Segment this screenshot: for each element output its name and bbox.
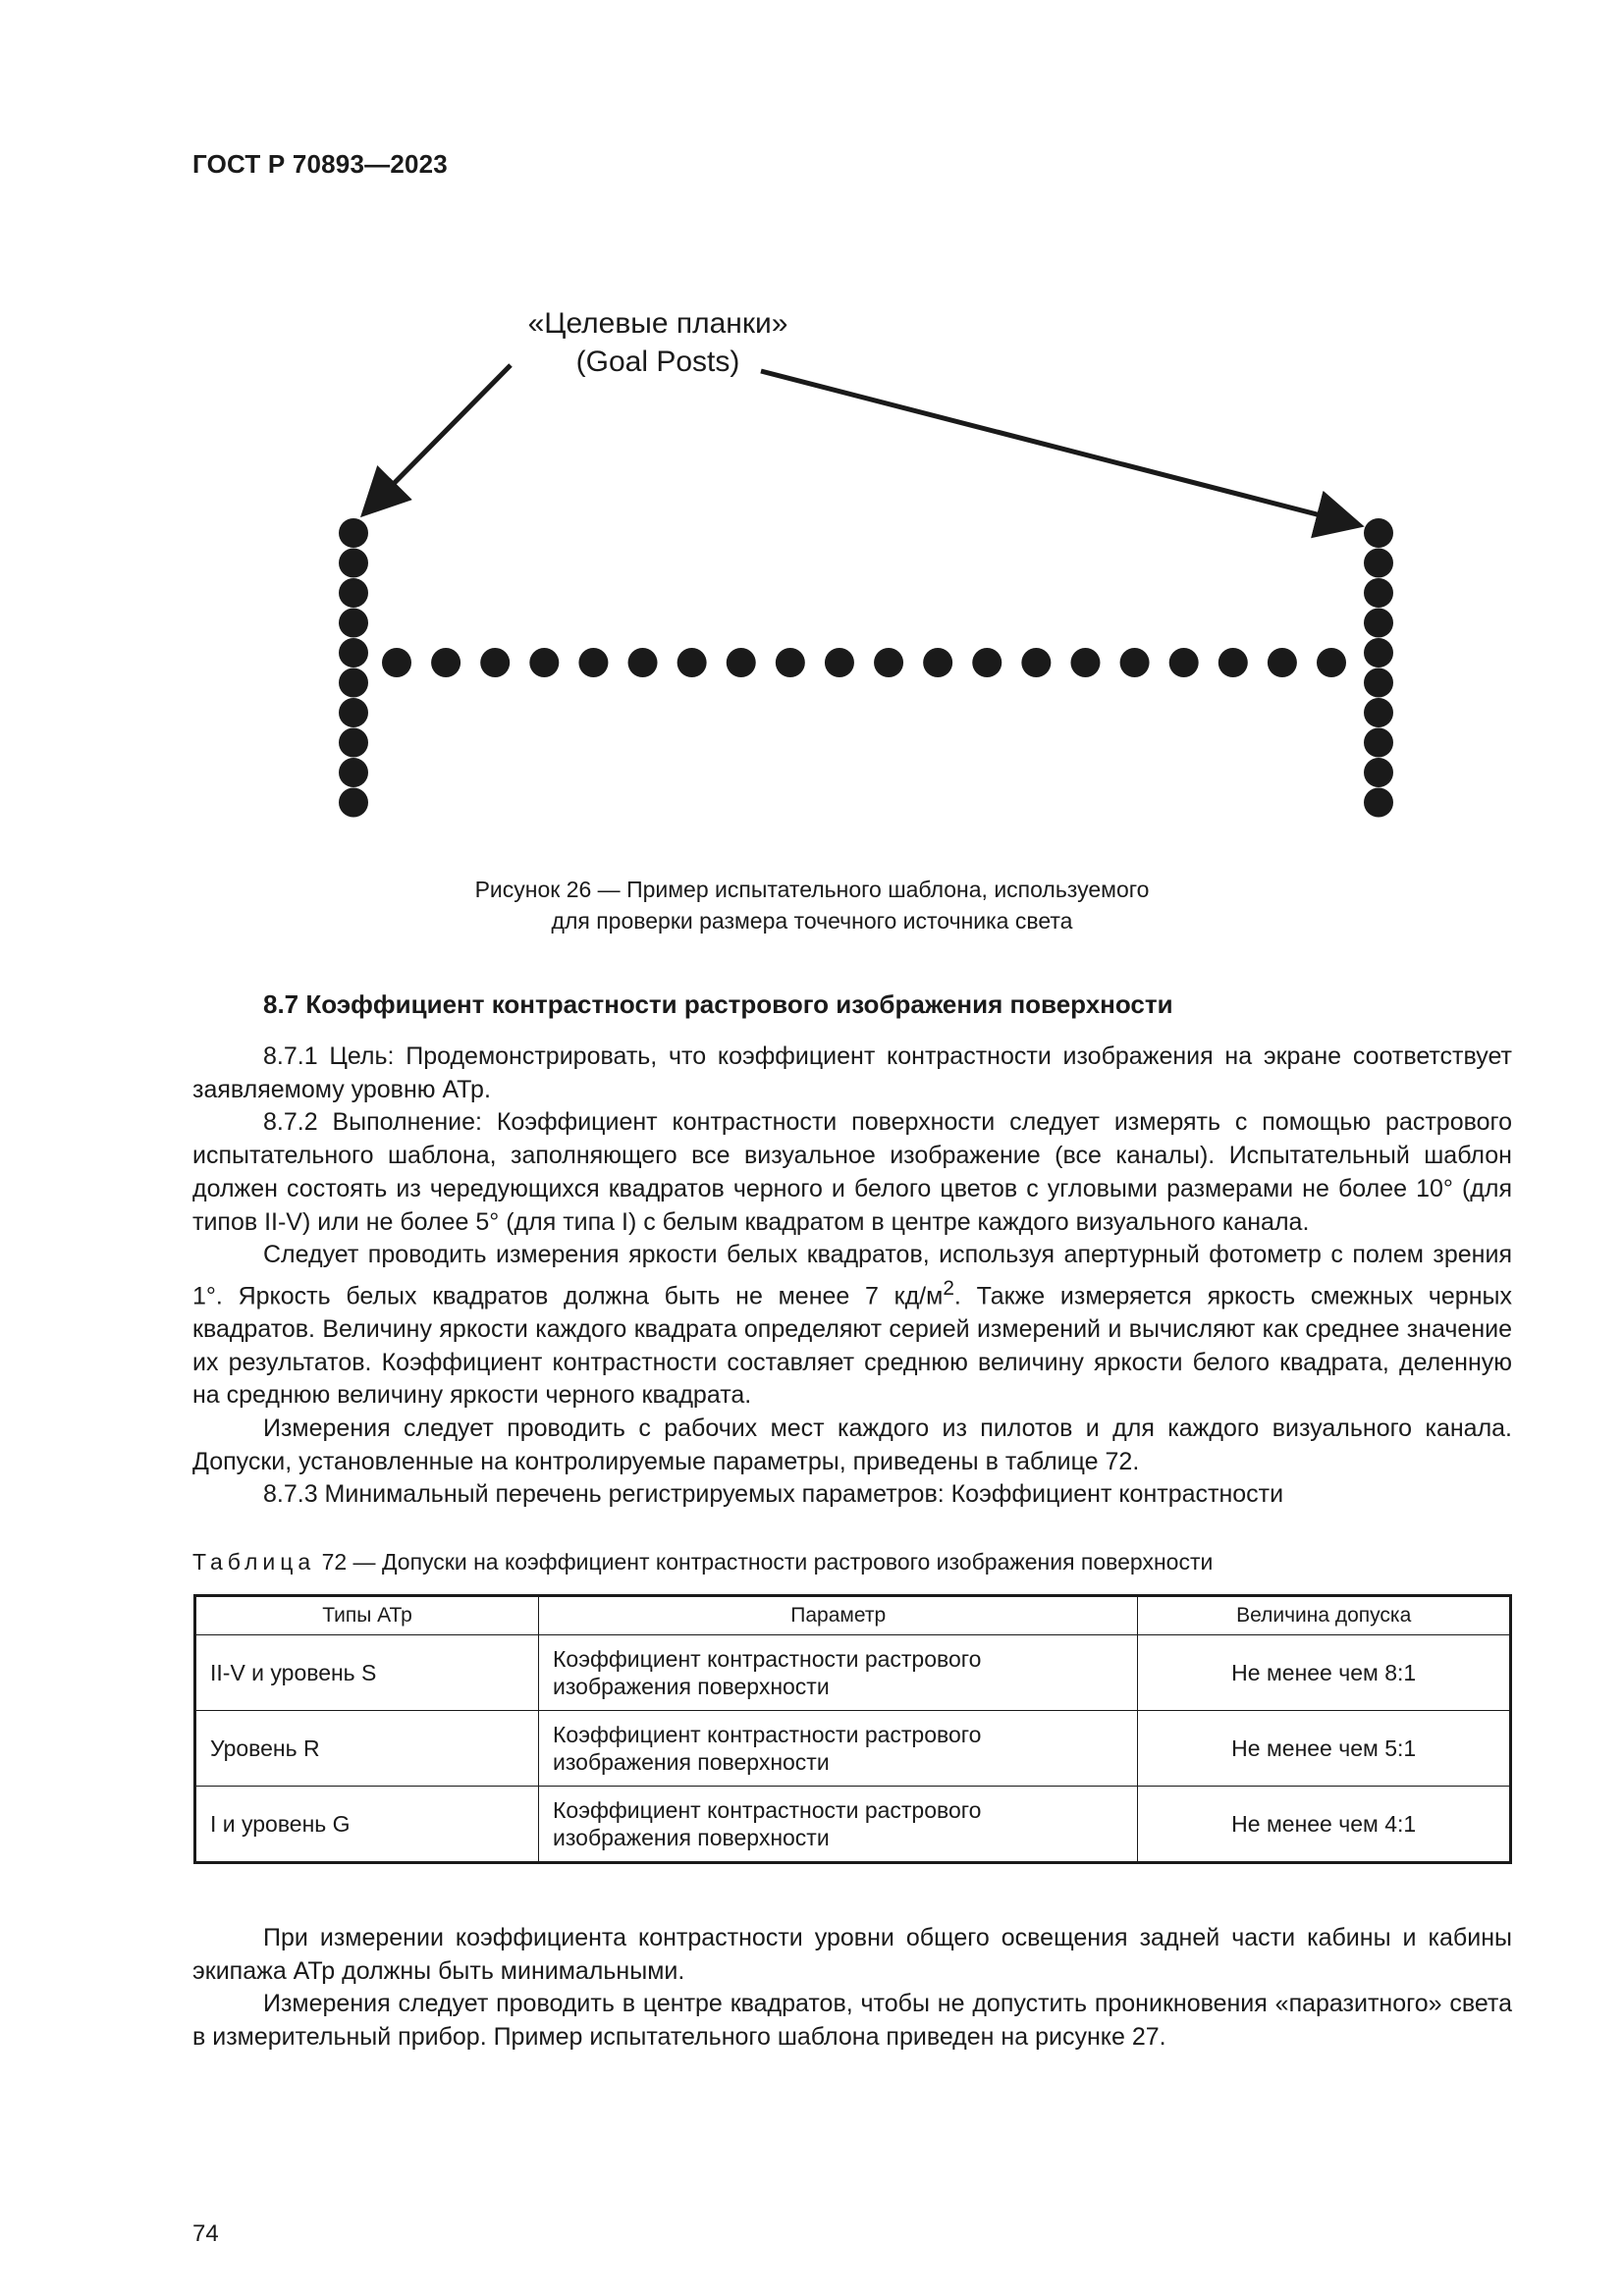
bar-dot xyxy=(874,648,903,677)
table-caption xyxy=(192,1549,1213,1575)
left-post-dot xyxy=(339,728,368,758)
arrow-right xyxy=(761,371,1355,524)
left-post-dot xyxy=(339,638,368,667)
bar-dot xyxy=(923,648,952,677)
table-cell-parameter: Коэффициент контрастности растрового изображения поверхности xyxy=(539,1635,1138,1711)
table-caption-rest: 72 — Допуски на коэффициент контрастности растрового изображения поверхности xyxy=(315,1549,1214,1575)
table-header-row xyxy=(195,1596,1511,1635)
bar-dot xyxy=(1070,648,1100,677)
bar-dot xyxy=(1268,648,1297,677)
figure-label-line1: «Целевые планки» xyxy=(527,307,788,340)
right-post-dot xyxy=(1364,698,1393,727)
page-number: 74 xyxy=(192,2220,219,2247)
bar-dot xyxy=(727,648,756,677)
header-tolerance: Величина допуска xyxy=(1138,1596,1511,1635)
paragraph-brightness xyxy=(192,1239,1512,1413)
document-header: ГОСТ Р 70893—2023 xyxy=(192,149,448,179)
left-post-dot xyxy=(339,609,368,638)
tolerance-table xyxy=(193,1594,1512,1864)
superscript-2: 2 xyxy=(943,1276,954,1300)
header-parameter: Параметр xyxy=(539,1596,1138,1635)
left-post-dot xyxy=(339,698,368,727)
left-post-dot xyxy=(339,758,368,787)
right-post-dot xyxy=(1364,728,1393,758)
right-post-dot xyxy=(1364,668,1393,698)
figure-label-line2: (Goal Posts) xyxy=(575,346,740,378)
arrow-left xyxy=(367,365,511,510)
section-title: 8.7 Коэффициент контрастности растрового изображения поверхности xyxy=(263,989,1173,1019)
table-cell-type: Уровень R xyxy=(195,1711,539,1787)
header-types: Типы АТр xyxy=(195,1596,539,1635)
bar-dot xyxy=(382,648,411,677)
table-cell-tolerance: Не менее чем 5:1 xyxy=(1138,1711,1511,1787)
bar-dot xyxy=(431,648,460,677)
brightness-text-2: . Также измеряется яркость смежных черных квадратов. Величину яркости каждого квадрата определяют серией измерений и вычисляют как среднее значение их результатов. Коэффициент контрастности составляет среднюю величину яркости белого квадрата, деленную на среднюю величину яркости черного квадрата. xyxy=(192,1282,1512,1410)
paragraph-8-7-2: 8.7.2 Выполнение: Коэффициент контрастности поверхности следует измерять с помощью растрового испытательного шаблона, заполняющего все визуальное изображение (все каналы). Испытательный шаблон должен состоять из чередующихся квадратов черного и белого цветов с угловыми размерами не более 10° (для типов II-V) или не более 5° (для типа I) с белым квадратом в центре каждого визуального канала. xyxy=(192,1108,1512,1236)
brightness-text-1: Следует проводить измерения яркости белых квадратов, используя апертурный фотометр с полем зрения 1°. Яркость белых квадратов должна быть не менее 7 кд/м xyxy=(192,1241,1512,1310)
right-post-dot xyxy=(1364,788,1393,818)
bar-dot xyxy=(1317,648,1346,677)
paragraph-8-7-1: 8.7.1 Цель: Продемонстрировать, что коэффициент контрастности изображения на экране соответствует заявляемому уровню АТр. xyxy=(192,1042,1512,1103)
goal-posts-pattern xyxy=(0,0,1624,883)
paragraph-8-7-3: 8.7.3 Минимальный перечень регистрируемых параметров: Коэффициент контрастности xyxy=(263,1480,1284,1509)
right-post-dot xyxy=(1364,609,1393,638)
table-cell-tolerance: Не менее чем 4:1 xyxy=(1138,1787,1511,1863)
left-post-dot xyxy=(339,788,368,818)
table-caption-word: Таблица xyxy=(192,1549,316,1575)
bar-dot xyxy=(972,648,1001,677)
right-post-dot xyxy=(1364,638,1393,667)
table-row xyxy=(195,1635,1511,1711)
dots-group xyxy=(339,518,1393,818)
bar-dot xyxy=(1218,648,1248,677)
paragraph-lighting: При измерении коэффициента контрастности уровни общего освещения задней части кабины и кабины экипажа АТр должны быть минимальными. xyxy=(192,1924,1512,1985)
bar-dot xyxy=(480,648,510,677)
bar-dot xyxy=(1169,648,1199,677)
right-post-dot xyxy=(1364,549,1393,578)
closing-text xyxy=(192,1922,1512,2055)
table-cell-parameter: Коэффициент контрастности растрового изображения поверхности xyxy=(539,1711,1138,1787)
bar-dot xyxy=(628,648,658,677)
right-post-dot xyxy=(1364,758,1393,787)
figure-caption xyxy=(393,874,1231,936)
left-post-dot xyxy=(339,549,368,578)
left-post-dot xyxy=(339,578,368,608)
right-post-dot xyxy=(1364,578,1393,608)
left-post-dot xyxy=(339,668,368,698)
table-cell-type: I и уровень G xyxy=(195,1787,539,1863)
bar-dot xyxy=(1021,648,1051,677)
table-row xyxy=(195,1711,1511,1787)
bar-dot xyxy=(578,648,608,677)
table-cell-tolerance: Не менее чем 8:1 xyxy=(1138,1635,1511,1711)
table-cell-type: II-V и уровень S xyxy=(195,1635,539,1711)
bar-dot xyxy=(529,648,559,677)
paragraph-center-measure: Измерения следует проводить в центре квадратов, чтобы не допустить проникновения «паразитного» света в измерительный прибор. Пример испытательного шаблона приведен на рисунке 27. xyxy=(192,1990,1512,2052)
left-post-dot xyxy=(339,518,368,548)
figure-26 xyxy=(0,0,1624,883)
figure-caption-line1: Рисунок 26 — Пример испытательного шаблона, используемого xyxy=(474,877,1150,902)
section-body xyxy=(192,1041,1512,1512)
right-post-dot xyxy=(1364,518,1393,548)
bar-dot xyxy=(1120,648,1150,677)
bar-dot xyxy=(677,648,707,677)
bar-dot xyxy=(776,648,805,677)
bar-dot xyxy=(825,648,854,677)
table-cell-parameter: Коэффициент контрастности растрового изображения поверхности xyxy=(539,1787,1138,1863)
figure-caption-line2: для проверки размера точечного источника света xyxy=(551,908,1073,934)
paragraph-measurements: Измерения следует проводить с рабочих мест каждого из пилотов и для каждого визуального канала. Допуски, установленные на контролируемые параметры, приведены в таблице 72. xyxy=(192,1415,1512,1475)
table-row xyxy=(195,1787,1511,1863)
